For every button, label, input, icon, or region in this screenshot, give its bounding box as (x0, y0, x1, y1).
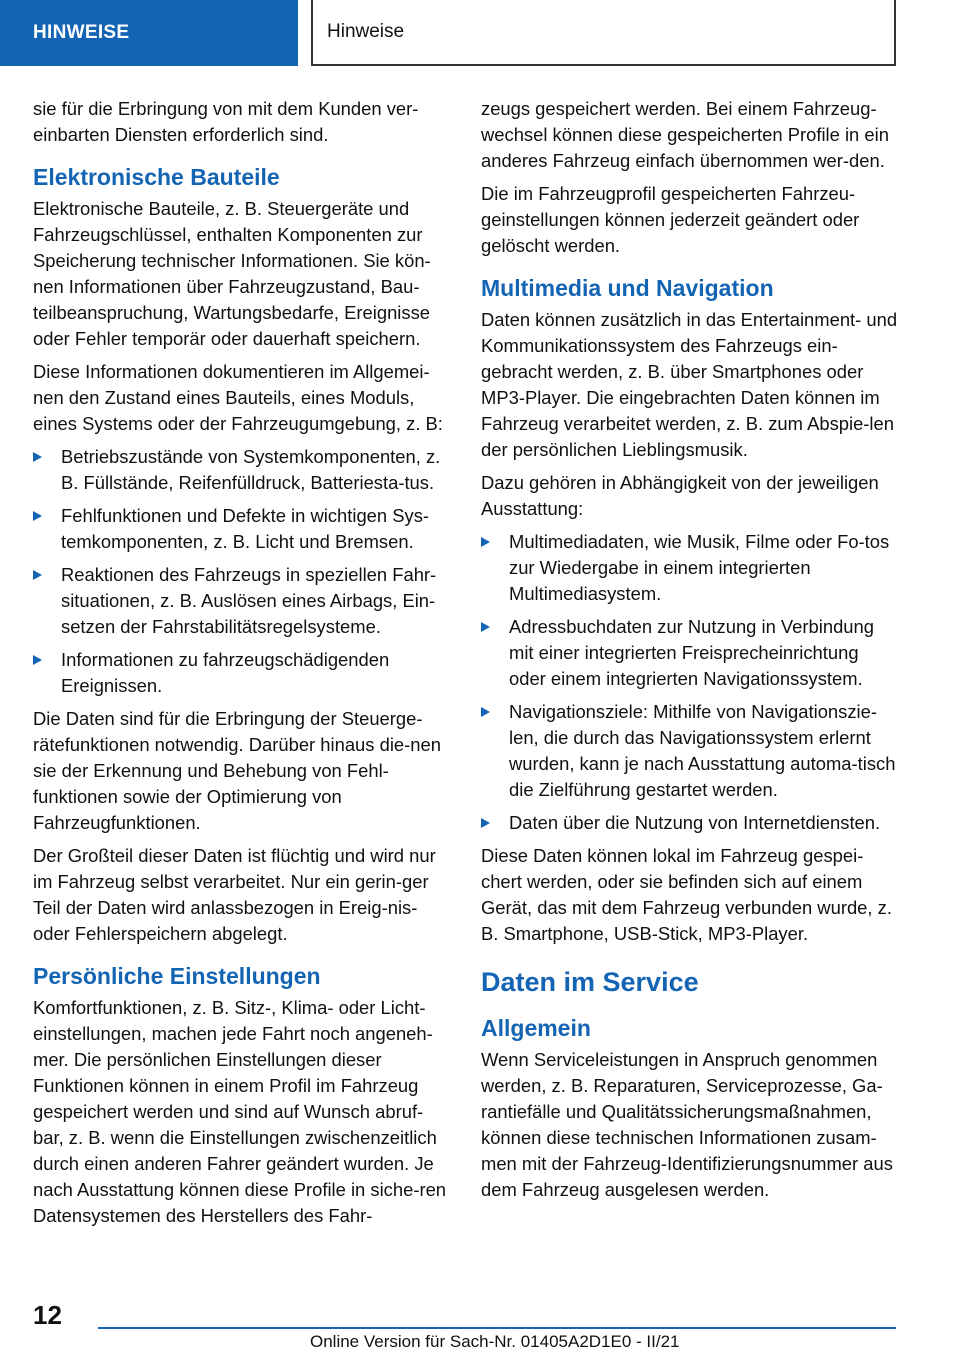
section-heading-allgemein: Allgemein (481, 1015, 591, 1041)
left-column (33, 96, 451, 1236)
header-title: Hinweise (327, 21, 405, 42)
paragraph: Wenn Serviceleistungen in Anspruch genommen werden, z. B. Reparaturen, Serviceprozesse, Ga‐rantiefälle und Qualitätssicherungsmaßnahmen, können diese technischen Informationen zusam‐men mit der Fahrzeug-Identifizierungsnummer aus dem Fahrzeug ausgelesen werden. (481, 1049, 893, 1200)
footer-divider (98, 1327, 896, 1329)
triangle-bullet-icon (481, 537, 490, 547)
list-item-text: Informationen zu fahrzeugschädigenden Ereignissen. (61, 649, 390, 696)
triangle-bullet-icon (33, 570, 42, 580)
paragraph: Diese Daten können lokal im Fahrzeug gespei‐chert werden, oder sie befinden sich auf einem Gerät, das mit dem Fahrzeug verbunden wurde, z. B. Smartphone, USB-Stick, MP3-Player. (481, 845, 892, 944)
paragraph: Elektronische Bauteile, z. B. Steuergeräte und Fahrzeugschlüssel, enthalten Komponenten zur Speicherung technischer Informationen. Sie kön‐nen Informationen über Fahrzeugzustand, Bau‐teilbeanspruchung, Wartungsbedarfe, Ereignisse oder Fehler temporär oder dauerhaft speichern. (33, 198, 431, 349)
header-section-tab (0, 0, 298, 66)
bullet-list (33, 444, 451, 699)
paragraph: Die im Fahrzeugprofil gespeicherten Fahrzeu‐geinstellungen können jederzeit geändert oder gelöscht werden. (481, 183, 860, 256)
footer-version-text: Online Version für Sach-Nr. 01405A2D1E0 - II/21 (310, 1332, 680, 1351)
paragraph: Komfortfunktionen, z. B. Sitz-, Klima- oder Licht‐einstellungen, machen jede Fahrt noch angeneh‐mer. Die persönlichen Einstellungen dieser Funktionen können in einem Profil im Fahrzeug gespeichert werden und sind auf Wunsch abruf‐bar, z. B. wenn die Einstellungen zwischenzeitlich durch einen anderen Fahrer geändert wurden. Je nach Ausstattung können diese Profile in siche‐ren Datensystemen des Herstellers des Fahr‐ (33, 997, 447, 1226)
header-title-box (311, 0, 896, 66)
list-item-text: Daten über die Nutzung von Internetdiensten. (509, 812, 881, 833)
header-section-label: HINWEISE (33, 22, 130, 43)
paragraph: Daten können zusätzlich in das Entertainment- und Kommunikationssystem des Fahrzeugs ein‐gebracht werden, z. B. über Smartphones oder MP3-Player. Die eingebrachten Daten können im Fahrzeug verarbeitet werden, z. B. zum Abspie‐len der persönlichen Lieblingsmusik. (481, 309, 898, 460)
paragraph: Dazu gehören in Abhängigkeit von der jeweiligen Ausstattung: (481, 472, 879, 519)
list-item-text: Multimediadaten, wie Musik, Filme oder Fo‐tos zur Wiedergabe in einem integrierten Multimediasystem. (509, 531, 890, 604)
page-number: 12 (33, 1300, 62, 1330)
paragraph: sie für die Erbringung von mit dem Kunden ver‐ einbarten Diensten erforderlich sind. (33, 98, 419, 145)
list-item (33, 647, 451, 699)
triangle-bullet-icon (481, 818, 490, 828)
list-item (33, 503, 451, 555)
section-heading-persoenliche-einstellungen: Persönliche Einstellungen (33, 963, 321, 989)
list-item (481, 614, 899, 692)
list-item (481, 699, 899, 803)
list-item (481, 529, 899, 607)
list-item-text: Reaktionen des Fahrzeugs in speziellen Fahr‐situationen, z. B. Auslösen eines Airbags, Ein‐setzen der Fahrstabilitätsregelsysteme. (61, 564, 437, 637)
list-item-text: Navigationsziele: Mithilfe von Navigationszie‐len, die durch das Navigationssystem erlernt wurden, kann je nach Ausstattung automa‐tisch die Zielführung gestartet werden. (509, 701, 896, 800)
list-item (33, 444, 451, 496)
triangle-bullet-icon (481, 622, 490, 632)
triangle-bullet-icon (33, 452, 42, 462)
list-item-text: Adressbuchdaten zur Nutzung in Verbindung mit einer integrierten Freisprecheinrichtung oder einem integrierten Navigationssystem. (509, 616, 874, 689)
paragraph: Diese Informationen dokumentieren im Allgemei‐nen den Zustand eines Bauteils, eines Moduls, eines Systems oder der Fahrzeugumgebung, z. B: (33, 361, 443, 434)
paragraph: Der Großteil dieser Daten ist flüchtig und wird nur im Fahrzeug selbst verarbeitet. Nur ein gerin‐ger Teil der Daten wird anlassbezogen in Ereig‐nis- oder Fehlerspeichern abgelegt. (33, 845, 436, 944)
section-heading-elektronische-bauteile: Elektronische Bauteile (33, 164, 280, 190)
right-column (481, 96, 899, 1210)
paragraph: zeugs gespeichert werden. Bei einem Fahrzeug‐wechsel können diese gespeicherten Profile in ein anderes Fahrzeug einfach übernommen wer‐den. (481, 98, 889, 171)
paragraph: Die Daten sind für die Erbringung der Steuerge‐rätefunktionen notwendig. Darüber hinaus die‐nen sie der Erkennung und Behebung von Fehl‐funktionen sowie der Optimierung von Fahrzeugfunktionen. (33, 708, 441, 833)
section-heading-multimedia-navigation: Multimedia und Navigation (481, 275, 774, 301)
bullet-list (481, 529, 899, 836)
triangle-bullet-icon (33, 655, 42, 665)
list-item (33, 562, 451, 640)
triangle-bullet-icon (33, 511, 42, 521)
list-item-text: Fehlfunktionen und Defekte in wichtigen Sys‐temkomponenten, z. B. Licht und Bremsen. (61, 505, 430, 552)
list-item-text: Betriebszustände von Systemkomponenten, z. B. Füllstände, Reifenfülldruck, Batteriesta‐tus. (61, 446, 441, 493)
triangle-bullet-icon (481, 707, 490, 717)
list-item (481, 810, 899, 836)
chapter-heading-daten-im-service: Daten im Service (481, 967, 699, 997)
